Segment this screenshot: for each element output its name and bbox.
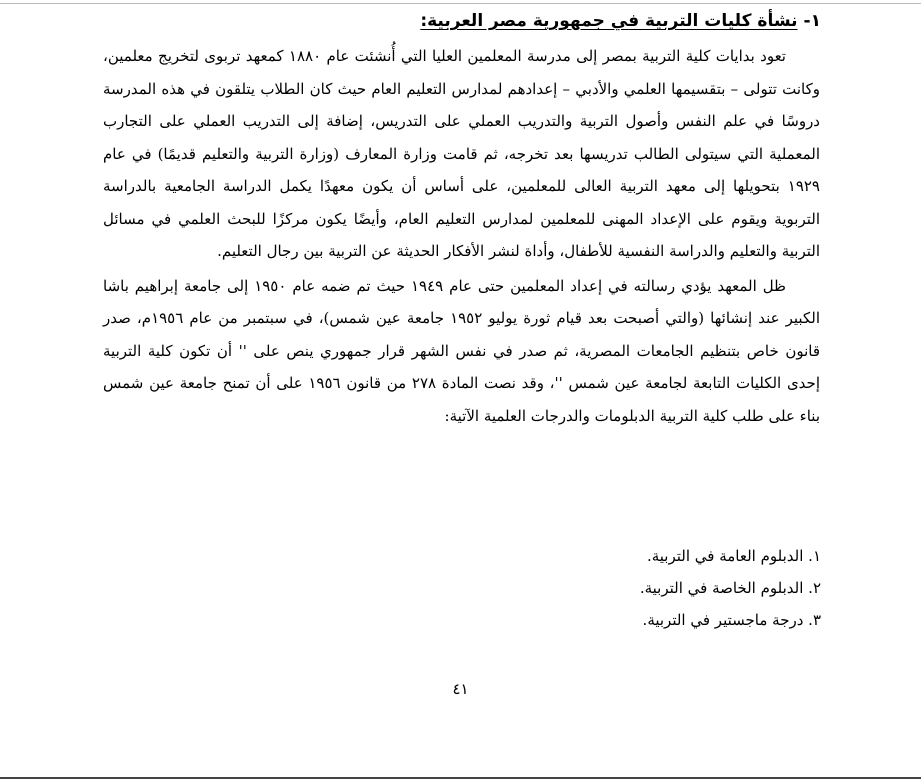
degree-list [121, 540, 821, 636]
top-divider [0, 3, 921, 4]
list-item: ٣. درجة ماجستير في التربية. [642, 611, 821, 629]
bottom-divider [0, 777, 921, 779]
paragraph: ظل المعهد يؤدي رسالته في إعداد المعلمين حتى عام ١٩٤٩ حيث تم ضمه عام ١٩٥٠ إلى جامعة إبراهيم باشا الكبير عند إنشائها (والتي أصبحت بعد قيام ثورة يوليو ١٩٥٢ جامعة عين شمس)، في سبتمبر من عام ١٩٥٦م، صدر قانون خاص بتنظيم الجامعات المصرية، ثم صدر في نفس الشهر قرار جمهوري ينص على '' أن تكون كلية التربية إحدى الكليات التابعة لجامعة عين شمس ''، وقد نصت المادة ٢٧٨ من قانون ١٩٥٦ على أن تمنح جامعة عين شمس بناء على طلب كلية التربية الدبلومات والدرجات العلمية الآتية: [103, 276, 820, 425]
list-item: ١. الدبلوم العامة في التربية. [646, 547, 821, 565]
section-title: نشأة كليات التربية في جمهورية مصر العربية: [420, 11, 798, 31]
page-number: ٤١ [452, 680, 469, 698]
paragraph: تعود بدايات كلية التربية بمصر إلى مدرسة المعلمين العليا التي أُنشئت عام ١٨٨٠ كمعهد تربوى لتخريج معلمين، وكانت تتولى – بتقسيمها العلمي والأدبي – إعدادهم لمدارس التعليم العام حيث كان الطلاب يتلقون في هذه المدرسة دروسًا في علم النفس وأصول التربية والتدريب العملي على التدريس، إضافة إلى التدريب العملي على التجارب المعملية التي سيتولى الطالب تدريسها بعد تخرجه، ثم قامت وزارة المعارف (وزارة التربية والتعليم قديمًا) في عام ١٩٢٩ بتحويلها إلى معهد التربية العالى للمعلمين، على أساس أن يكون معهدًا يكمل الدراسة الجامعية بالدراسة التربوية ويقوم على الإعداد المهنى للمعلمين لمدارس التعليم العام، وأيضًا يكون مركزًا للبحث العلمي في مسائل التربية والتعليم والدراسة النفسية للأطفال، وأداة لنشر الأفكار الحديثة عن التربية بين رجال التعليم. [103, 47, 820, 260]
section-number: ١- [803, 11, 821, 31]
body-text [103, 40, 820, 432]
section-heading [101, 8, 821, 34]
list-item: ٢. الدبلوم الخاصة في التربية. [639, 579, 821, 597]
